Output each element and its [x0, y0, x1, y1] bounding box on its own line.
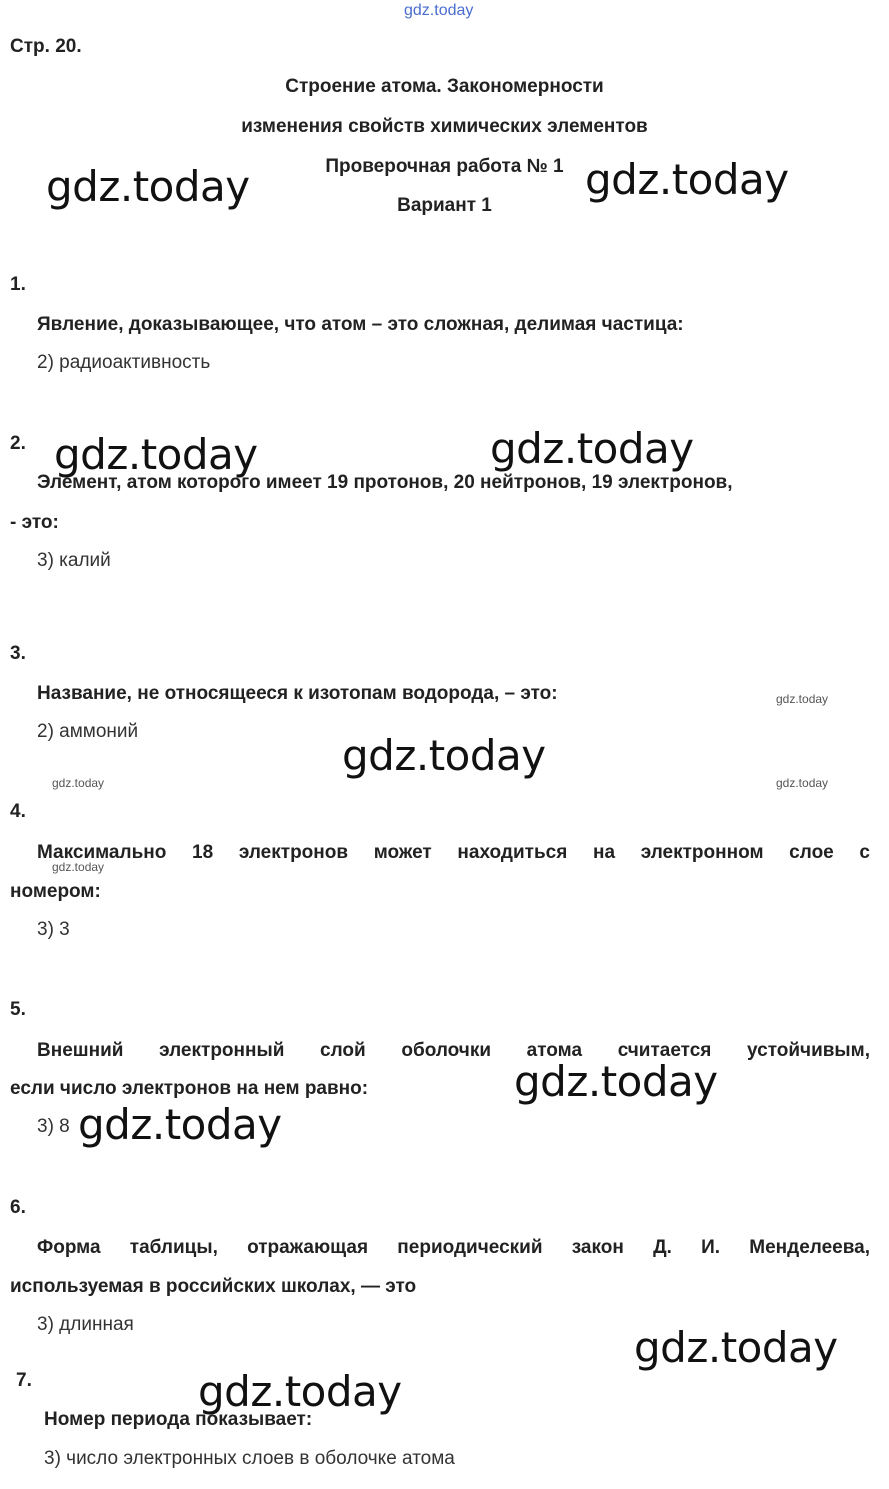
site-header-link[interactable]: gdz.today — [404, 2, 474, 19]
title-line-2: изменения свойств химических элементов — [241, 116, 648, 137]
watermark-small: gdz.today — [776, 692, 829, 706]
question-number: 5. — [10, 999, 26, 1020]
title-line-4: Вариант 1 — [397, 195, 492, 216]
answer-text: 3) длинная — [37, 1314, 134, 1335]
question-text-line-1: Форма таблицы, отражающая периодический закон Д. И. Менделеева, — [37, 1237, 870, 1258]
watermark-small: gdz.today — [52, 776, 105, 790]
watermark: gdz.today — [78, 1100, 282, 1149]
question-text-line-2: - это: — [10, 512, 59, 533]
watermark: gdz.today — [46, 162, 250, 211]
watermark: gdz.today — [585, 155, 789, 204]
question-number: 2. — [10, 433, 26, 454]
watermark: gdz.today — [54, 430, 258, 479]
question-text: Явление, доказывающее, что атом – это сложная, делимая частица: — [37, 314, 684, 335]
answer-text: 3) калий — [37, 550, 111, 571]
question-number: 6. — [10, 1197, 26, 1218]
answer-text: 3) число электронных слоев в оболочке атома — [44, 1448, 455, 1469]
question-number: 4. — [10, 801, 26, 822]
watermark: gdz.today — [634, 1323, 838, 1372]
watermark-small: gdz.today — [52, 860, 105, 874]
question-text: Название, не относящееся к изотопам водорода, – это: — [37, 683, 558, 704]
question-text: Номер периода показывает: — [44, 1409, 313, 1430]
question-number: 3. — [10, 643, 26, 664]
question-number: 7. — [16, 1370, 32, 1391]
watermark: gdz.today — [514, 1057, 718, 1106]
watermark: gdz.today — [490, 424, 694, 473]
watermark: gdz.today — [198, 1367, 402, 1416]
question-text-line-2: номером: — [10, 881, 101, 902]
answer-text: 3) 8 — [37, 1116, 70, 1137]
question-text-line-2: используемая в российских школах, — это — [10, 1276, 417, 1297]
page-reference: Стр. 20. — [10, 36, 82, 57]
question-text-line-1: Максимально 18 электронов может находиться на электронном слое с — [37, 842, 870, 863]
watermark-small: gdz.today — [776, 776, 829, 790]
question-text-line-1: Элемент, атом которого имеет 19 протонов, 20 нейтронов, 19 электронов, — [37, 472, 733, 493]
answer-text: 3) 3 — [37, 919, 70, 940]
title-line-3: Проверочная работа № 1 — [325, 156, 564, 177]
answer-text: 2) аммоний — [37, 721, 139, 742]
answer-text: 2) радиоактивность — [37, 352, 211, 373]
question-text-line-2: если число электронов на нем равно: — [10, 1078, 369, 1099]
title-line-1: Строение атома. Закономерности — [285, 76, 604, 97]
watermark: gdz.today — [342, 731, 546, 780]
question-number: 1. — [10, 274, 26, 295]
question-text-line-1: Внешний электронный слой оболочки атома считается устойчивым, — [37, 1040, 870, 1061]
